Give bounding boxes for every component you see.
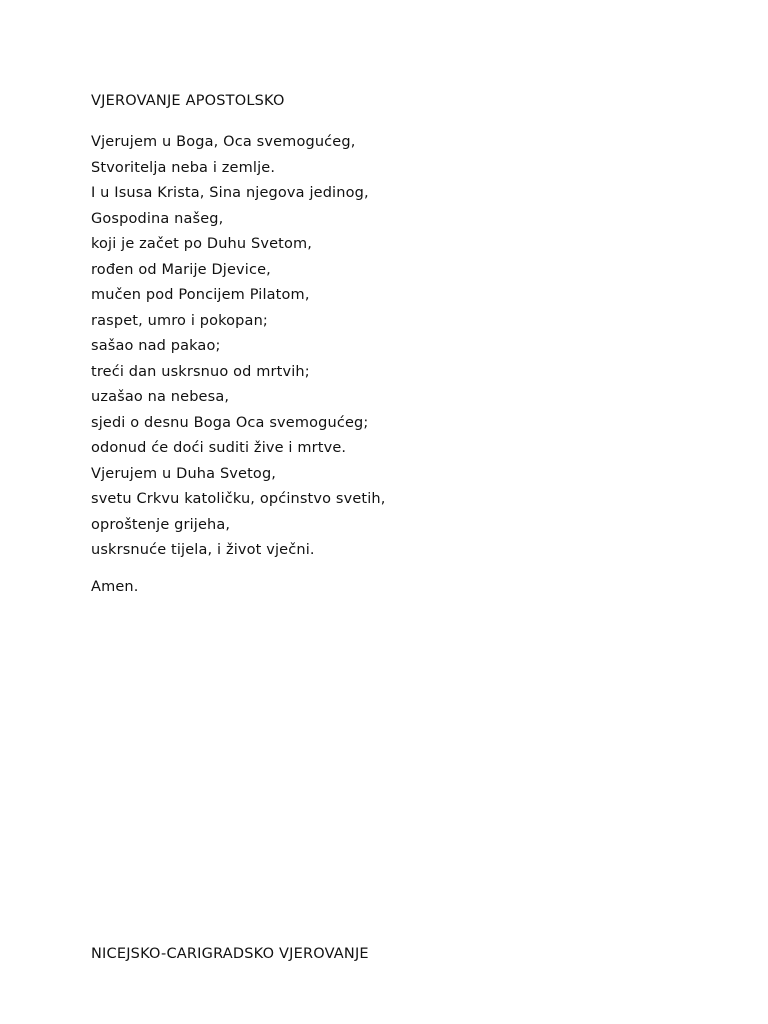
prayer-text <box>91 130 386 564</box>
prayer-line: mučen pod Poncijem Pilatom, <box>91 287 310 303</box>
prayer-line: uskrsnuće tijela, i život vječni. <box>91 542 315 558</box>
prayer-line: treći dan uskrsnuo od mrtvih; <box>91 363 310 380</box>
prayer-line: Stvoritelja neba i zemlje. <box>91 159 276 176</box>
prayer-line: sašao nad pakao; <box>91 338 221 354</box>
prayer-line: koji je začet po Duhu Svetom, <box>91 236 313 252</box>
prayer-line: sjedi o desnu Boga Oca svemogućeg; <box>91 414 369 431</box>
prayer-line: Vjerujem u Boga, Oca svemogućeg, <box>91 134 356 150</box>
prayer-line: Gospodina našeg, <box>91 210 224 227</box>
prayer-line: svetu Crkvu katoličku, općinstvo svetih, <box>91 491 386 507</box>
prayer-line: I u Isusa Krista, Sina njegova jedinog, <box>91 185 369 201</box>
prayer-line: odonud će doći suditi žive i mrtve. <box>91 440 347 456</box>
section-heading-nicene-creed: NICEJSKO-CARIGRADSKO VJEROVANJE <box>91 946 369 962</box>
prayer-line: oproštenje grijeha, <box>91 516 231 533</box>
prayer-line: uzašao na nebesa, <box>91 389 230 405</box>
prayer-line: rođen od Marije Djevice, <box>91 261 271 278</box>
prayer-line: Vjerujem u Duha Svetog, <box>91 465 277 482</box>
section-heading-apostles-creed: VJEROVANJE APOSTOLSKO <box>91 93 285 109</box>
prayer-closing: Amen. <box>91 579 139 595</box>
prayer-line: raspet, umro i pokopan; <box>91 312 268 329</box>
